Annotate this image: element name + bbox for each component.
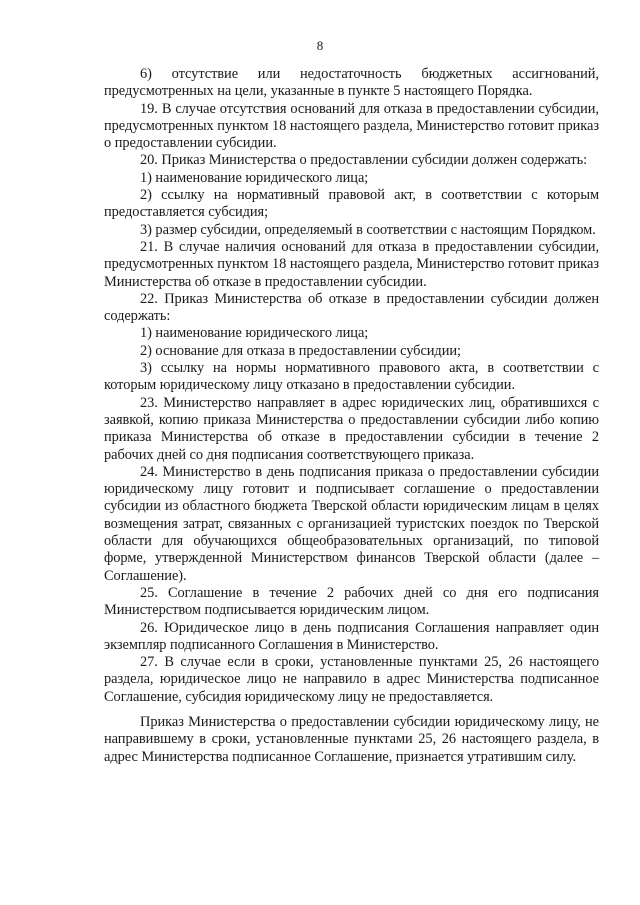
paragraph-27: 27. В случае если в сроки, установленные пунктами 25, 26 настоящего раздела, юридическое лицо не направило в адрес Министерства подписанное Соглашение, субсидия юридическому лицу не предоставляется. — [104, 654, 599, 705]
paragraph-25: 25. Соглашение в течение 2 рабочих дней со дня его подписания Министерством подписывается юридическим лицом. — [104, 584, 599, 619]
paragraph-22-item-3: 3) ссылку на нормы нормативного правового акта, в соответствии с которым юридическому лицу отказано в предоставлении субсидии. — [104, 360, 599, 394]
paragraph-27-continuation: Приказ Министерства о предоставлении субсидии юридическому лицу, не направившему в сроки, установленные пунктами 25, 26 настоящего раздела, в адрес Министерства подписанное Соглашение, признается утратившим силу. — [104, 713, 599, 765]
paragraph-22-item-1: 1) наименование юридического лица; — [140, 325, 369, 342]
paragraph-19: 19. В случае отсутствия оснований для отказа в предоставлении субсидии, предусмотренных пунктом 18 настоящего раздела, Министерство готовит приказ о предоставлении субсидии. — [104, 100, 599, 152]
paragraph-22: 22. Приказ Министерства об отказе в предоставлении субсидии должен содержать: — [104, 290, 599, 325]
paragraph-20-item-3: 3) размер субсидии, определяемый в соответствии с настоящим Порядком. — [140, 221, 596, 238]
paragraph-20-item-1: 1) наименование юридического лица; — [140, 169, 369, 186]
document-body — [104, 66, 599, 766]
paragraph-24: 24. Министерство в день подписания приказа о предоставлении субсидии юридическому лицу готовит и подписывает соглашение о предоставлении субсидии из областного бюджета Тверской области юридическим лицам в целях возмещения затрат, связанных с организацией туристских поездок по Тверской области для обучающихся общеобразовательных организаций, по типовой форме, утвержденной Министерством финансов Тверской области (далее – Соглашение). — [104, 463, 599, 584]
page-number: 8 — [316, 38, 324, 53]
paragraph-26: 26. Юридическое лицо в день подписания Соглашения направляет один экземпляр подписанного Соглашения в Министерство. — [104, 619, 599, 653]
paragraph-22-item-2: 2) основание для отказа в предоставлении субсидии; — [140, 342, 461, 359]
paragraph-20-item-2: 2) ссылку на нормативный правовой акт, в соответствии с которым предоставляется субсидия; — [104, 187, 599, 221]
paragraph-6-reason: 6) отсутствие или недостаточность бюджетных ассигнований, предусмотренных на цели, указанные в пункте 5 настоящего Порядка. — [104, 66, 599, 100]
paragraph-23: 23. Министерство направляет в адрес юридических лиц, обратившихся с заявкой, копию приказа Министерства о предоставлении субсидии либо копию приказа Министерства об отказе в предоставлении субсидии в течение 2 рабочих дней со дня подписания соответствующего приказа. — [104, 394, 599, 463]
paragraph-20: 20. Приказ Министерства о предоставлении субсидии должен содержать: — [140, 152, 588, 169]
paragraph-21: 21. В случае наличия оснований для отказа в предоставлении субсидии, предусмотренных пунктом 18 настоящего раздела, Министерство готовит приказ Министерства об отказе в предоставлении субсидии. — [104, 238, 599, 290]
